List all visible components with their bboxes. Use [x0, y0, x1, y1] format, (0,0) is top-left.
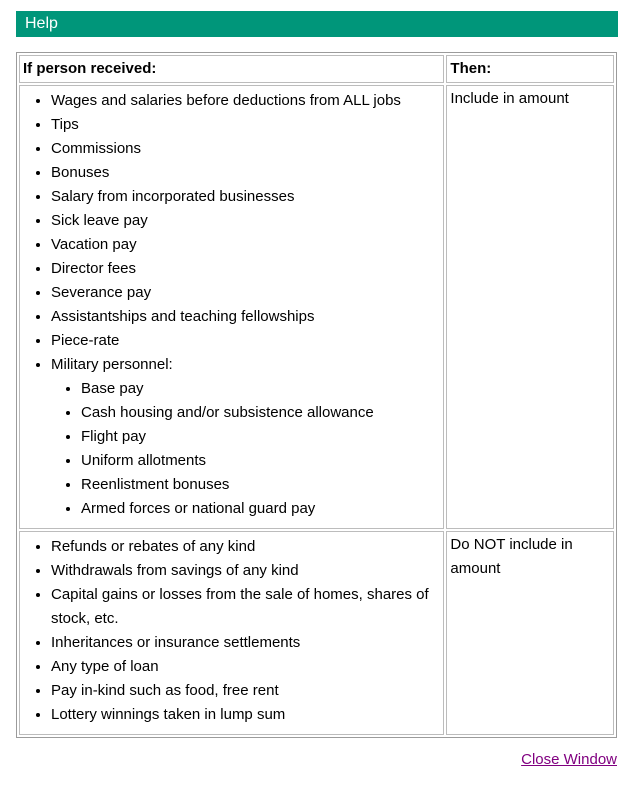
- list-item: • Military personnel: • Base pay • Cash housing and/or subsistence allowance • Flight pay • Uniform allotments • Reenlistment bonuses • Armed forces or national guard pay: [51, 353, 440, 521]
- list-item: • Severance pay: [51, 281, 440, 305]
- sub-list-item: • Cash housing and/or subsistence allowance: [81, 401, 440, 425]
- footer: [16, 751, 617, 769]
- received-items-sublist: [51, 377, 440, 521]
- then-cell: Include in amount: [446, 85, 614, 529]
- list-item: • Pay in-kind such as food, free rent: [51, 679, 440, 703]
- list-item: • Assistantships and teaching fellowships: [51, 305, 440, 329]
- table-row: [19, 85, 614, 529]
- table-header-row: [19, 55, 614, 83]
- list-item: • Withdrawals from savings of any kind: [51, 559, 440, 583]
- page-title: Help: [25, 15, 58, 32]
- list-item: • Lottery winnings taken in lump sum: [51, 703, 440, 727]
- help-title-bar: [16, 11, 618, 37]
- column-header-then: Then:: [446, 55, 614, 83]
- if-received-cell: [19, 531, 444, 735]
- sub-list-item: • Uniform allotments: [81, 449, 440, 473]
- list-item: • Vacation pay: [51, 233, 440, 257]
- list-item: • Tips: [51, 113, 440, 137]
- received-items-list: [23, 89, 440, 521]
- if-received-cell: [19, 85, 444, 529]
- list-item: • Salary from incorporated businesses: [51, 185, 440, 209]
- list-item: • Commissions: [51, 137, 440, 161]
- list-item: • Sick leave pay: [51, 209, 440, 233]
- sub-list-item: • Armed forces or national guard pay: [81, 497, 440, 521]
- help-table: [16, 52, 617, 738]
- then-cell: Do NOT include in amount: [446, 531, 614, 735]
- list-item: • Inheritances or insurance settlements: [51, 631, 440, 655]
- list-item: • Bonuses: [51, 161, 440, 185]
- table-row: [19, 531, 614, 735]
- list-item: • Capital gains or losses from the sale of homes, shares of stock, etc.: [51, 583, 440, 631]
- list-item: • Any type of loan: [51, 655, 440, 679]
- list-item: • Refunds or rebates of any kind: [51, 535, 440, 559]
- column-header-if-person-received: If person received:: [19, 55, 444, 83]
- received-items-list: [23, 535, 440, 727]
- sub-list-item: • Base pay: [81, 377, 440, 401]
- sub-list-item: • Reenlistment bonuses: [81, 473, 440, 497]
- close-window-link[interactable]: Close Window: [521, 751, 617, 768]
- sub-list-item: • Flight pay: [81, 425, 440, 449]
- list-item: • Wages and salaries before deductions from ALL jobs: [51, 89, 440, 113]
- list-item: • Piece-rate: [51, 329, 440, 353]
- list-item: • Director fees: [51, 257, 440, 281]
